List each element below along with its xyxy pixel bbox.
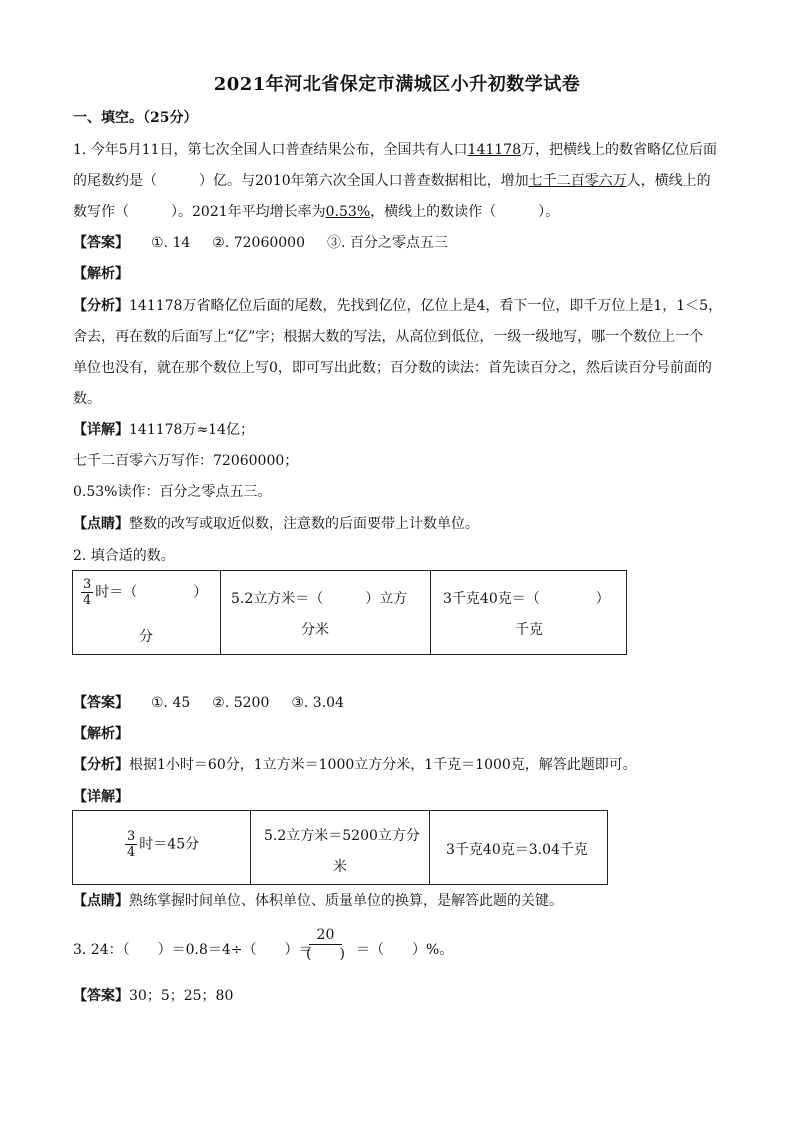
fraction (125, 829, 137, 860)
q2-detail-text: 3千克40克＝3.04千克 (446, 842, 588, 858)
fraction-denominator: 4 (83, 593, 92, 608)
q2-cell-line (81, 577, 207, 608)
q1-text: 万，把横线上的数省略亿位后面 (520, 142, 717, 158)
analysis-tag: 【分析】 (73, 298, 129, 314)
note-tag: 【点睛】 (73, 893, 129, 909)
q1-analysis-line (73, 296, 722, 316)
q2-cell-unit: 分 (139, 629, 153, 645)
q1-answer (73, 233, 448, 253)
q1-text: 数写作（ ）。2021年平均增长率为 (73, 204, 326, 220)
q2-cell-mass (431, 571, 627, 655)
answer-item: ③. 百分之零点五三 (326, 235, 448, 251)
note-tag: 【点睛】 (73, 516, 129, 532)
q1-detail-line: 七千二百零六万写作：72060000； (73, 453, 299, 469)
q1-stem-line-3 (73, 202, 559, 222)
jiexi-tag: 【解析】 (73, 266, 129, 282)
analysis-text: 141178万省略亿位后面的尾数，先找到亿位，亿位上是4，看下一位，即千万位上是1，1＜5， (129, 298, 723, 314)
q2-cell-text: 5.2立方米＝（ ）立方 (231, 591, 408, 607)
q2-detail-text: 5.2立方米＝5200立方分 (264, 828, 420, 844)
answer-item: ②. 72060000 (212, 235, 305, 251)
q2-detail-table (72, 810, 608, 885)
detail-tag: 【详解】 (73, 789, 129, 805)
q2-detail-text: 米 (333, 859, 347, 875)
q1-underlined-number: 0.53% (325, 204, 371, 220)
answer-item: ①. 14 (151, 235, 191, 251)
q2-stem: 2. 填合适的数。 (73, 548, 175, 564)
answer-item: ②. 5200 (212, 695, 270, 711)
q1-underlined-number: 141178 (467, 142, 521, 158)
q2-cell-text: 3千克40克＝（ ） (443, 591, 610, 607)
q2-cell-time (73, 571, 221, 655)
q1-analysis-line: 单位也没有，就在那个数位上写0，即可写出此数；百分数的读法：首先读百分之，然后读百分号前面的 (73, 360, 712, 376)
fraction (81, 577, 93, 608)
q2-detail-cell-time (73, 811, 251, 885)
fraction-numerator: 3 (83, 577, 92, 592)
q3-stem-right: ＝（ ）%。 (356, 942, 454, 958)
q1-stem-line-1 (73, 140, 717, 160)
q3-answer (73, 986, 233, 1006)
q1-analysis-line: 舍去，再在数的后面写上“亿”字；根据大数的写法，从高位到低位，一级一级地写，哪一个数位上一个 (73, 329, 704, 345)
q2-question-table (72, 570, 627, 655)
q2-analysis (73, 755, 637, 775)
q2-answer (73, 693, 344, 713)
answer-item: ③. 3.04 (291, 695, 344, 711)
note-text: 熟练掌握时间单位、体积单位、质量单位的换算，是解答此题的关键。 (129, 893, 563, 909)
note-text: 整数的改写或取近似数，注意数的后面要带上计数单位。 (129, 516, 479, 532)
q2-detail-cell-volume (251, 811, 430, 885)
answer-text: 30；5；25；80 (129, 988, 234, 1004)
q1-detail-line (73, 420, 254, 440)
fraction-numerator: 20 (309, 926, 343, 945)
fraction-denominator: ( ) (306, 946, 345, 962)
q2-note (73, 891, 563, 911)
q2-detail-cell-mass (430, 811, 608, 885)
analysis-text: 根据1小时＝60分，1立方米＝1000立方分米，1千克＝1000克，解答此题即可。 (129, 757, 637, 773)
q1-text: ，横线上的数读作（ ）。 (370, 204, 560, 220)
detail-tag: 【详解】 (73, 422, 129, 438)
answer-item: ①. 45 (151, 695, 191, 711)
q2-cell-text: 时＝（ ） (95, 584, 208, 601)
q1-underlined-number: 七千二百零六万 (528, 173, 627, 189)
jiexi-tag: 【解析】 (73, 726, 129, 742)
section-heading: 一、填空。（25分） (73, 110, 198, 126)
page-title: 2021年河北省保定市满城区小升初数学试卷 (213, 74, 581, 95)
q2-detail-line (125, 829, 199, 860)
answer-tag: 【答案】 (73, 988, 129, 1004)
q2-cell-unit: 千克 (515, 622, 543, 638)
fraction-denominator: 4 (127, 845, 136, 860)
fraction-numerator: 3 (127, 829, 136, 844)
q1-text: 人，横线上的 (626, 173, 711, 189)
analysis-tag: 【分析】 (73, 757, 129, 773)
q3-stem-left: 3. 24：（ ）＝0.8＝4÷（ ）＝ (73, 942, 313, 958)
q1-detail-line: 0.53%读作：百分之零点五三。 (73, 484, 272, 500)
q1-analysis-line: 数。 (73, 391, 101, 407)
answer-tag: 【答案】 (73, 695, 129, 711)
q1-note (73, 514, 479, 534)
q2-cell-unit: 分米 (301, 622, 329, 638)
q2-cell-volume (221, 571, 431, 655)
detail-text: 141178万≈14亿； (129, 422, 254, 438)
q2-detail-text: 时＝45分 (139, 836, 200, 853)
answer-tag: 【答案】 (73, 235, 129, 251)
q1-text: 1. 今年5月11日，第七次全国人口普查结果公布，全国共有人口 (73, 142, 468, 158)
q3-fraction (306, 926, 345, 963)
q1-stem-line-2 (73, 171, 711, 191)
q1-text: 的尾数约是（ ）亿。与2010年第六次全国人口普查数据相比，增加 (73, 173, 529, 189)
